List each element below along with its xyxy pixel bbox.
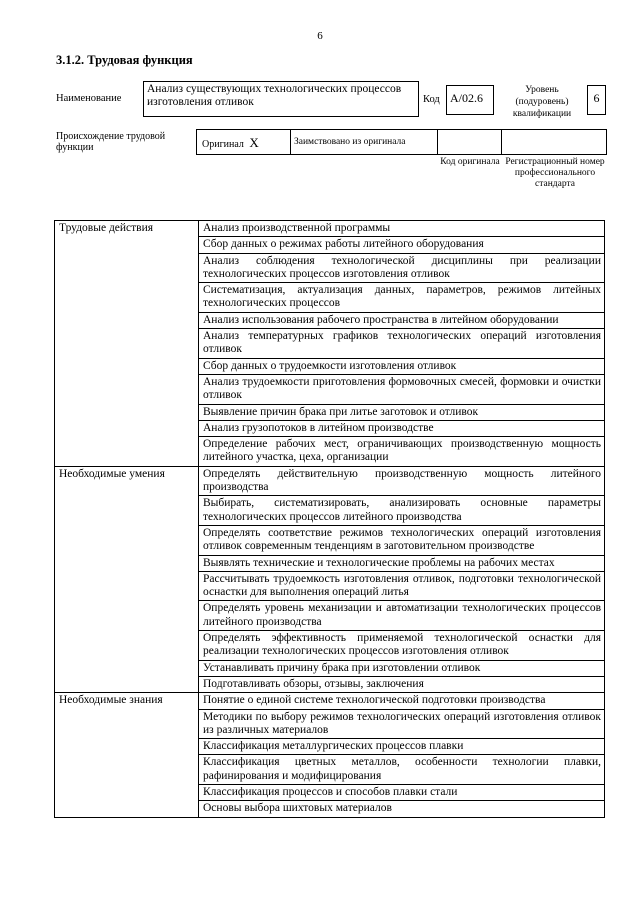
level-box xyxy=(587,85,606,115)
original-cell xyxy=(197,130,291,154)
section-row xyxy=(55,693,605,817)
list-item: Основы выбора шихтовых материалов xyxy=(203,802,392,815)
list-item: Понятие о единой системе технологической подготовки производства xyxy=(199,693,604,709)
list-item: Определять уровень механизации и автоматизации технологических процессов литейного производства xyxy=(199,601,604,631)
list-item: Устанавливать причину брака при изготовлении отливок xyxy=(199,661,604,677)
list-item: Классификация процессов и способов плавки стали xyxy=(199,785,604,801)
reg-number-caption: Регистрационный номер профессионального стандарта xyxy=(505,157,605,189)
section-title-cell: Необходимые умения xyxy=(55,466,199,692)
name-box xyxy=(143,81,419,117)
page-number: 6 xyxy=(317,30,323,42)
section-items-cell xyxy=(199,693,605,817)
list-item: Выбирать, систематизировать, анализировать основные параметры технологических процессов литейного производства xyxy=(199,496,604,526)
name-value: Анализ существующих технологических процессов изготовления отливок xyxy=(147,83,402,108)
list-item: Анализ использования рабочего пространства в литейном оборудовании xyxy=(199,313,604,329)
section-items-cell xyxy=(199,221,605,467)
code-value: A/02.6 xyxy=(450,91,483,105)
name-label: Наименование xyxy=(56,93,122,104)
section-title: 3.1.2. Трудовая функция xyxy=(56,53,193,67)
list-item: Анализ грузопотоков в литейном производстве xyxy=(199,421,604,437)
list-item: Сбор данных о режимах работы литейного оборудования xyxy=(199,237,604,253)
function-table xyxy=(54,220,605,818)
list-item: Сбор данных о трудоемкости изготовления отливок xyxy=(199,359,604,375)
borrowed-cell: Заимствовано из оригинала xyxy=(291,130,438,154)
code-box xyxy=(446,85,494,115)
list-item: Анализ температурных графиков технологических операций изготовления отливок xyxy=(199,329,604,359)
list-item: Анализ производственной программы xyxy=(199,221,604,237)
list-item: Выявление причин брака при литье заготовок и отливок xyxy=(199,405,604,421)
list-item: Рассчитывать трудоемкость изготовления отливок, подготовки технологической оснастки для выполнения операций литья xyxy=(199,572,604,602)
section-title-cell: Необходимые знания xyxy=(55,693,199,817)
level-label: Уровень (подуровень) квалификации xyxy=(512,85,572,119)
original-label: Оригинал xyxy=(202,139,244,150)
section-title-cell: Трудовые действия xyxy=(55,221,199,467)
list-item: Систематизация, актуализация данных, параметров, режимов литейных технологических процессов xyxy=(199,283,604,313)
list-item: Определять соответствие режимов технологических операций изготовления отливок современным тенденциям в заготовительном производстве xyxy=(199,526,604,556)
code-original-caption: Код оригинала xyxy=(440,157,500,167)
list-item: Классификация цветных металлов, особенности технологии плавки, рафинирования и модифицирования xyxy=(199,755,604,785)
list-item: Классификация металлургических процессов плавки xyxy=(199,739,604,755)
list-item: Определять действительную производственную мощность литейного производства xyxy=(199,467,604,497)
level-value: 6 xyxy=(593,91,600,105)
list-item: Методики по выбору режимов технологических операций изготовления отливок из различных материалов xyxy=(199,710,604,740)
code-label: Код xyxy=(423,94,440,105)
list-item: Определять эффективность применяемой технологической оснастки для реализации технологических процессов изготовления отливок xyxy=(199,631,604,661)
section-items-cell xyxy=(199,466,605,692)
section-row xyxy=(55,221,605,467)
origin-table xyxy=(196,129,607,155)
original-mark: X xyxy=(249,135,259,150)
list-item: Анализ соблюдения технологической дисциплины при реализации технологических процессов изготовления отливок xyxy=(199,254,604,284)
list-item: Определение рабочих мест, ограничивающих производственную мощность литейного участка, цеха, организации xyxy=(203,438,601,464)
list-item: Анализ трудоемкости приготовления формовочных смесей, формовки и очистки отливок xyxy=(199,375,604,405)
code-original-cell xyxy=(438,130,502,154)
list-item: Выявлять технические и технологические проблемы на рабочих местах xyxy=(199,556,604,572)
list-item: Подготавливать обзоры, отзывы, заключения xyxy=(203,677,424,690)
section-row xyxy=(55,466,605,692)
reg-number-cell xyxy=(502,130,606,154)
origin-label: Происхождение трудовой функции xyxy=(56,131,166,153)
